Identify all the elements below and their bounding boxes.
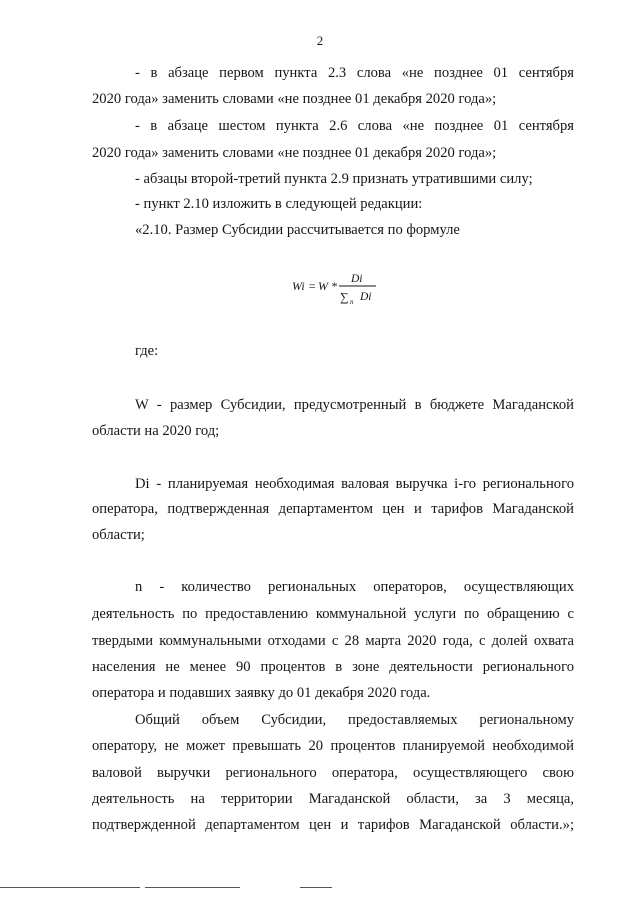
text-line: 2020 года» заменить словами «не позднее 01 декабря 2020 года»; (92, 145, 497, 161)
formula-numerator: Di (351, 273, 363, 285)
definition-di-line1: Di - планируемая необходимая валовая выручка i-го регионального (135, 476, 574, 492)
page-number: 2 (316, 33, 324, 48)
formula-lhs: Wi (292, 279, 305, 293)
text-line: - пункт 2.10 изложить в следующей редакции: (135, 196, 423, 212)
text-line: - в абзаце первом пункта 2.3 слова «не позднее 01 сентября (135, 65, 574, 81)
text-line: - в абзаце шестом пункта 2.6 слова «не позднее 01 сентября (135, 118, 574, 134)
definition-n-line1: n - количество региональных операторов, осуществляющих (135, 579, 574, 595)
paragraph-line: подтвержденной департаментом цен и тарифов Магаданской области.»; (92, 817, 574, 833)
footer-rule (0, 887, 140, 888)
sum-sign: ∑ (340, 290, 349, 304)
paragraph-line: оператору, не может превышать 20 процентов планируемой необходимой (92, 738, 574, 754)
definition-n-line5: оператора и подавших заявку до 01 декабря 2020 года. (92, 685, 431, 701)
definition-di-line3: области; (92, 527, 145, 543)
definition-n-line3: твердыми коммунальными отходами с 28 марта 2020 года, с долей охвата (92, 633, 574, 649)
definition-n-line2: деятельность по предоставлению коммунальной услуги по обращению с (92, 606, 574, 622)
formula-equals: = (308, 279, 317, 293)
definition-di-line2: оператора, подтвержденная департаментом цен и тарифов Магаданской (92, 501, 574, 517)
subsidy-formula (0, 270, 640, 316)
definition-w-line2: области на 2020 год; (92, 423, 220, 439)
sum-index: n (350, 298, 354, 306)
definition-n-line4: населения не менее 90 процентов в зоне деятельности регионального (92, 659, 574, 675)
text-line: - абзацы второй-третий пункта 2.9 признать утратившими силу; (135, 171, 533, 187)
footer-rule (145, 887, 240, 888)
formula-denominator: Di (360, 291, 372, 303)
where-label: где: (135, 343, 159, 359)
formula-times: * (331, 279, 337, 293)
formula-w: W (318, 279, 328, 293)
footer-rule (300, 887, 332, 888)
text-line: 2020 года» заменить словами «не позднее 01 декабря 2020 года»; (92, 91, 497, 107)
paragraph-line: валовой выручки регионального оператора, осуществляющего свою (92, 765, 574, 781)
definition-w-line1: W - размер Субсидии, предусмотренный в бюджете Магаданской (135, 397, 574, 413)
paragraph-line: Общий объем Субсидии, предоставляемых региональному (135, 712, 574, 728)
paragraph-line: деятельность на территории Магаданской области, за 3 месяца, (92, 791, 574, 807)
text-line: «2.10. Размер Субсидии рассчитывается по формуле (135, 222, 460, 238)
